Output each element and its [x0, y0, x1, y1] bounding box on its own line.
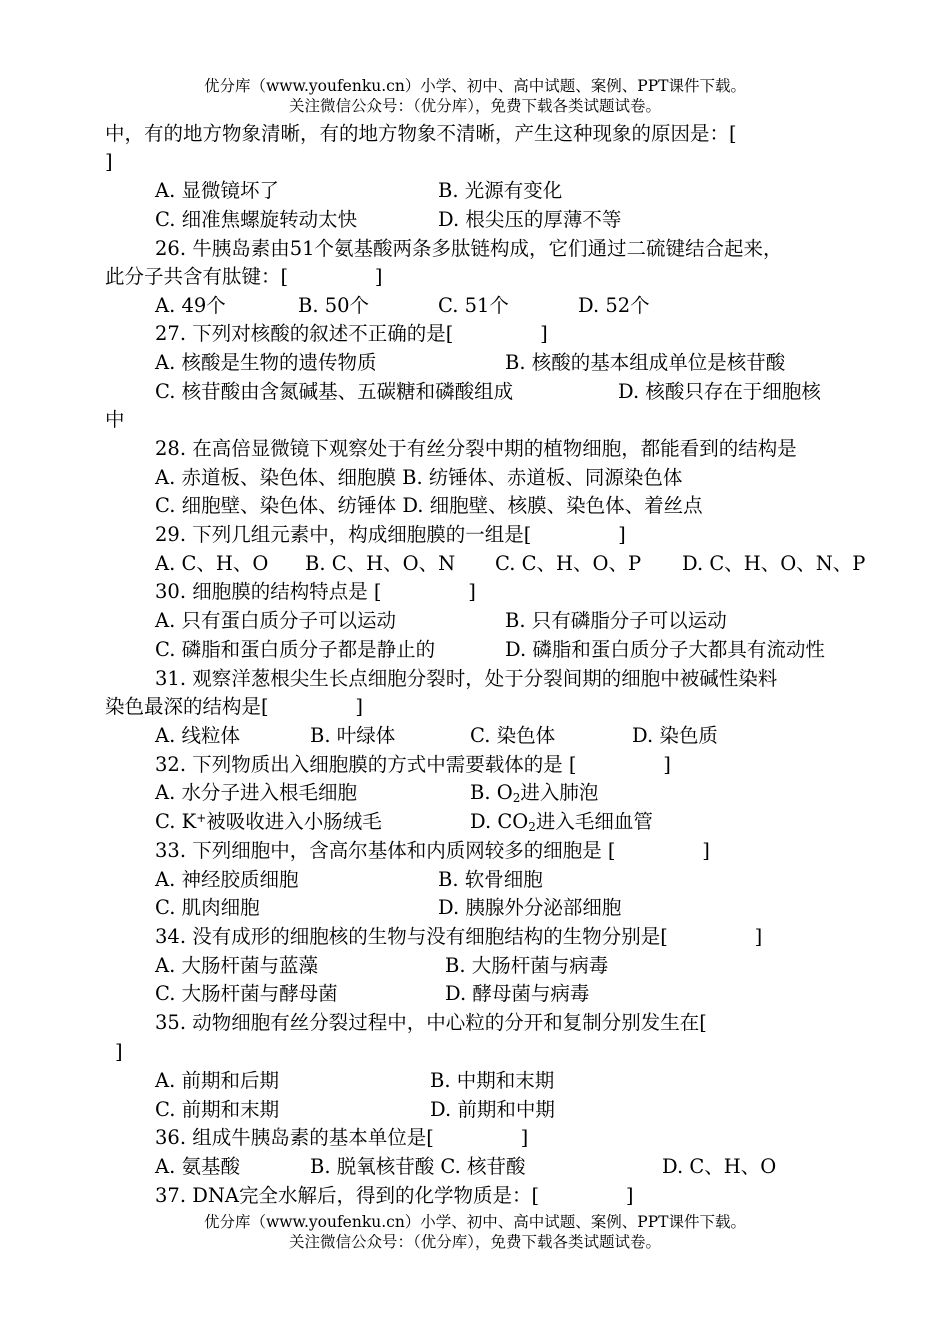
option: B. 大肠杆菌与病毒	[445, 954, 609, 977]
question-32: 32. 下列物质出入细胞膜的方式中需要载体的是 [ ]	[155, 753, 671, 776]
option: C. K+被吸收进入小肠绒毛	[155, 810, 382, 833]
question-30: 30. 细胞膜的结构特点是 [ ]	[155, 580, 476, 603]
option: C. 51个	[438, 294, 509, 317]
option: A. 核酸是生物的遗传物质	[155, 351, 377, 374]
option: A. 前期和后期	[155, 1069, 279, 1092]
option: D. 52个	[578, 294, 650, 317]
header-line-2: 关注微信公众号：（优分库），免费下载各类试题试卷。	[288, 97, 661, 115]
option: C. 磷脂和蛋白质分子都是静止的	[155, 638, 436, 661]
text-line: 此分子共含有肽键：[ ]	[105, 265, 383, 288]
question-31: 31. 观察洋葱根尖生长点细胞分裂时，处于分裂间期的细胞中被碱性染料	[155, 667, 778, 690]
option: B. 光源有变化	[438, 179, 563, 202]
option: A. C、H、O	[155, 552, 269, 575]
option: C. 核苷酸由含氮碱基、五碳糖和磷酸组成	[155, 380, 514, 403]
question-26: 26. 牛胰岛素由51个氨基酸两条多肽链构成，它们通过二硫键结合起来，	[155, 237, 783, 260]
option: D. 酵母菌与病毒	[445, 982, 590, 1005]
option: A. 氨基酸	[155, 1155, 240, 1178]
option: B. 核酸的基本组成单位是核苷酸	[505, 351, 786, 374]
text-line: 染色最深的结构是[ ]	[105, 695, 363, 718]
option: B. $O_2$进入肺泡	[470, 781, 599, 805]
option: B. 脱氧核苷酸 C. 核苷酸	[310, 1155, 526, 1178]
option: C. 大肠杆菌与酵母菌	[155, 982, 338, 1005]
option: D. 染色质	[632, 724, 718, 747]
option: B. 中期和末期	[430, 1069, 555, 1092]
option: A. 只有蛋白质分子可以运动	[155, 609, 396, 632]
option: D. 前期和中期	[430, 1098, 555, 1121]
option: B. 只有磷脂分子可以运动	[505, 609, 727, 632]
question-37: 37. DNA完全水解后，得到的化学物质是：[ ]	[155, 1184, 634, 1207]
option: B. 叶绿体	[310, 724, 396, 747]
option: A. 线粒体	[155, 724, 240, 747]
option: A. 49个	[155, 294, 226, 317]
option: C. 前期和末期	[155, 1098, 280, 1121]
question-28: 28. 在高倍显微镜下观察处于有丝分裂中期的植物细胞，都能看到的结构是	[155, 437, 797, 460]
option: B. 软骨细胞	[438, 868, 543, 891]
option: D. 胰腺外分泌部细胞	[438, 896, 622, 919]
option: C. 细准焦螺旋转动太快	[155, 208, 358, 231]
footer-line-1: 优分库（www.youfenku.cn）小学、初中、高中试题、案例、PPT课件下载。	[203, 1213, 747, 1231]
option: A. 赤道板、染色体、细胞膜 B. 纺锤体、赤道板、同源染色体	[155, 466, 683, 489]
option: A. 神经胶质细胞	[155, 868, 299, 891]
text-line: ]	[105, 150, 113, 173]
question-34: 34. 没有成形的细胞核的生物与没有细胞结构的生物分别是[ ]	[155, 925, 763, 948]
question-29: 29. 下列几组元素中，构成细胞膜的一组是[ ]	[155, 523, 626, 546]
footer-line-2: 关注微信公众号：（优分库），免费下载各类试题试卷。	[288, 1233, 661, 1251]
option: C. 染色体	[470, 724, 556, 747]
option: A. 大肠杆菌与蓝藻	[155, 954, 318, 977]
option: D. 根尖压的厚薄不等	[438, 208, 622, 231]
header-line-1: 优分库（www.youfenku.cn）小学、初中、高中试题、案例、PPT课件下载。	[203, 77, 747, 95]
option: D. $CO_2$进入毛细血管	[470, 810, 653, 834]
option: D. C、H、O	[662, 1155, 777, 1178]
option: B. 50个	[298, 294, 370, 317]
question-33: 33. 下列细胞中，含高尔基体和内质网较多的细胞是 [ ]	[155, 839, 710, 862]
option: B. C、H、O、N	[305, 552, 456, 575]
text-line: ]	[115, 1040, 123, 1063]
question-35: 35. 动物细胞有丝分裂过程中，中心粒的分开和复制分别发生在[	[155, 1011, 707, 1034]
option: C. 细胞壁、染色体、纺锤体 D. 细胞壁、核膜、染色体、着丝点	[155, 494, 703, 517]
option: D. 磷脂和蛋白质分子大都具有流动性	[505, 638, 825, 661]
text-line: 中	[105, 408, 125, 431]
option: D. 核酸只存在于细胞核	[618, 380, 821, 403]
option: A. 水分子进入根毛细胞	[155, 781, 357, 804]
option: C. 肌肉细胞	[155, 896, 260, 919]
text-line: 中，有的地方物象清晰，有的地方物象不清晰，产生这种现象的原因是：[	[105, 122, 737, 145]
question-27: 27. 下列对核酸的叙述不正确的是[ ]	[155, 322, 548, 345]
option: C. C、H、O、P	[495, 552, 642, 575]
option: A. 显微镜坏了	[155, 179, 279, 202]
question-36: 36. 组成牛胰岛素的基本单位是[ ]	[155, 1126, 529, 1149]
option: D. C、H、O、N、P	[682, 552, 866, 575]
